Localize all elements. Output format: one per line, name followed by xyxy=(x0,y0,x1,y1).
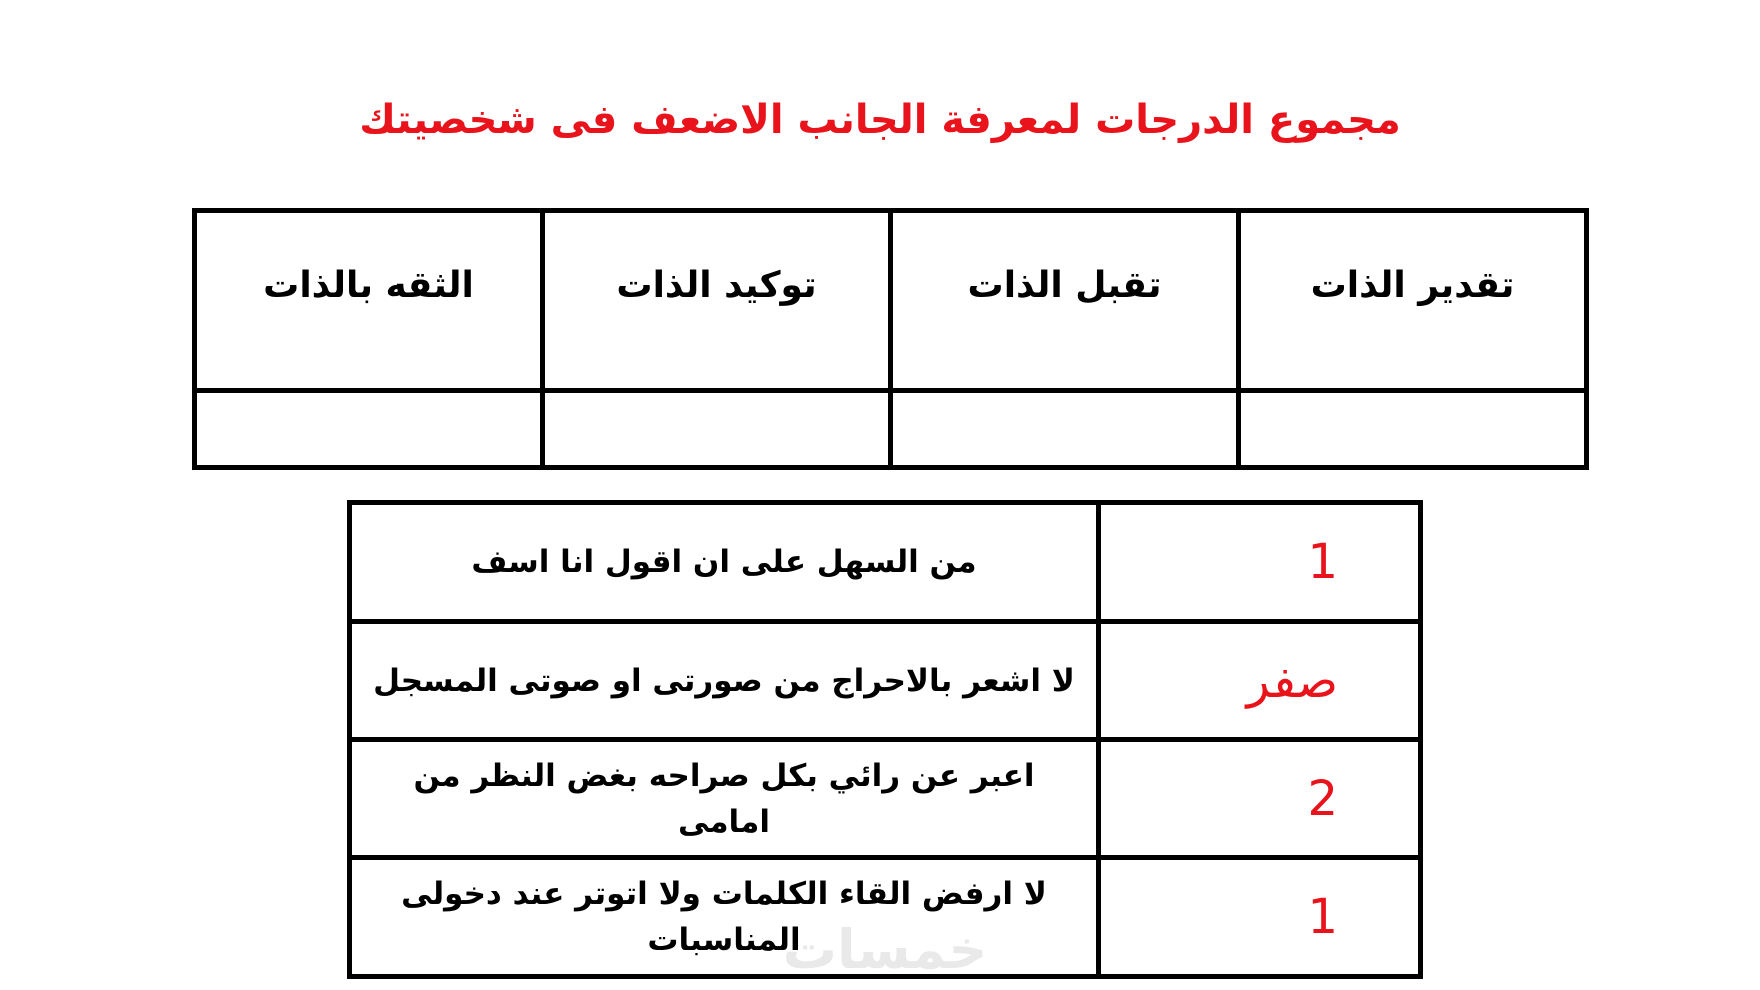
categories-values-row xyxy=(195,391,1587,468)
score-cell: صفر xyxy=(1099,622,1421,740)
category-value-cell xyxy=(1239,391,1587,468)
statements-table xyxy=(347,500,1423,979)
category-header-cell xyxy=(1239,211,1587,391)
category-value-cell xyxy=(543,391,891,468)
table-row xyxy=(350,503,1421,622)
table-row xyxy=(350,740,1421,858)
category-self-confidence: الثقه بالذات xyxy=(263,265,474,306)
table-row xyxy=(350,622,1421,740)
statement-cell: لا اشعر بالاحراج من صورتى او صوتى المسجل xyxy=(350,622,1099,740)
score-cell: 1 xyxy=(1099,503,1421,622)
categories-table xyxy=(192,208,1589,470)
table-row xyxy=(350,858,1421,977)
category-value-cell xyxy=(891,391,1239,468)
categories-header-row xyxy=(195,211,1587,391)
statement-cell: اعبر عن رائي بكل صراحه بغض النظر من امامى xyxy=(350,740,1099,858)
page-title: مجموع الدرجات لمعرفة الجانب الاضعف فى شخصيتك xyxy=(359,97,1401,143)
category-header-cell xyxy=(195,211,543,391)
category-header-cell xyxy=(543,211,891,391)
category-header-cell xyxy=(891,211,1239,391)
score-cell: 1 xyxy=(1099,858,1421,977)
watermark-logo: خمسات xyxy=(782,918,988,981)
score-cell: 2 xyxy=(1099,740,1421,858)
category-value-cell xyxy=(195,391,543,468)
statement-cell: لا ارفض القاء الكلمات ولا اتوتر عند دخولى المناسبات xyxy=(350,858,1099,977)
statement-cell: من السهل على ان اقول انا اسف xyxy=(350,503,1099,622)
category-self-assertion: توكيد الذات xyxy=(616,265,817,306)
category-self-esteem: تقدير الذات xyxy=(1310,265,1515,306)
category-self-acceptance: تقبل الذات xyxy=(967,265,1162,306)
